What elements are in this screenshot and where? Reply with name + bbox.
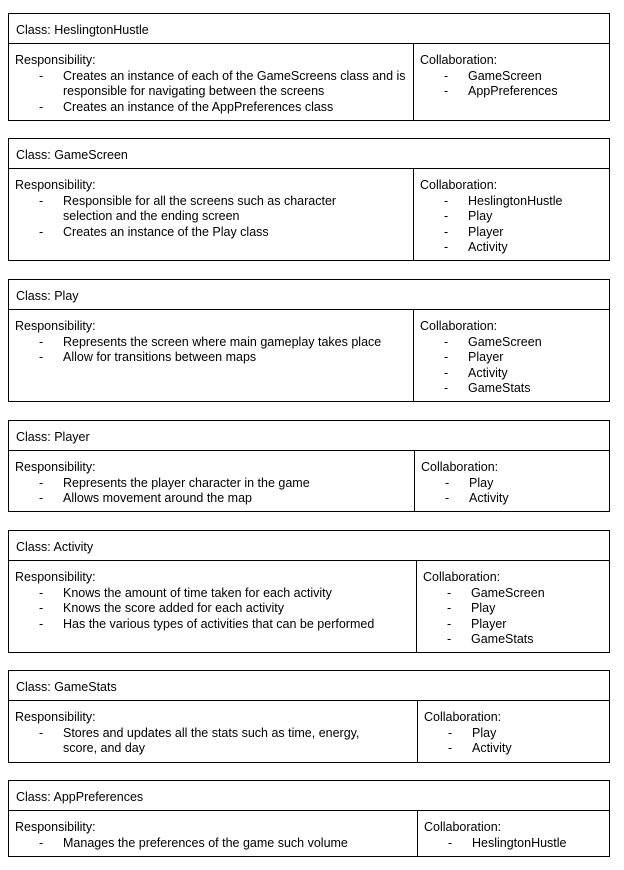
collaboration-item: - Play [423, 601, 603, 617]
card-body [9, 701, 609, 763]
responsibility-section [9, 701, 418, 763]
responsibility-item: - Allows movement around the map [15, 491, 408, 507]
crc-card-activity [8, 530, 610, 653]
collaboration-item: - GameScreen [420, 69, 603, 85]
card-body [9, 44, 609, 121]
collaboration-section [418, 811, 609, 857]
responsibility-section [9, 169, 414, 261]
collaboration-item: - GameStats [423, 632, 603, 648]
collaboration-list [420, 194, 603, 256]
collaboration-item: - Play [424, 726, 603, 742]
responsibility-list [15, 69, 407, 116]
collaboration-label: Collaboration: [421, 460, 499, 474]
responsibility-label: Responsibility: [15, 53, 96, 67]
responsibility-item: - Manages the preferences of the game such volume [15, 836, 411, 852]
collaboration-item: - Play [420, 209, 603, 225]
responsibility-item: - Represents the screen where main gameplay takes place [15, 335, 407, 351]
responsibility-list [15, 586, 410, 633]
collaboration-section [415, 451, 609, 512]
responsibility-list [15, 726, 411, 757]
collaboration-list [424, 836, 603, 852]
responsibility-label: Responsibility: [15, 710, 96, 724]
collaboration-section [417, 561, 609, 653]
collaboration-item: - Activity [420, 240, 603, 256]
card-body [9, 811, 609, 857]
collaboration-label: Collaboration: [420, 319, 498, 333]
responsibility-list [15, 335, 407, 366]
collaboration-section [414, 310, 609, 402]
collaboration-item: - GameStats [420, 381, 603, 397]
responsibility-label: Responsibility: [15, 820, 96, 834]
responsibility-list [15, 476, 408, 507]
responsibility-item: - Knows the score added for each activity [15, 601, 410, 617]
responsibility-section [9, 811, 418, 857]
collaboration-label: Collaboration: [420, 178, 498, 192]
responsibility-label: Responsibility: [15, 319, 96, 333]
responsibility-item: - Creates an instance of the AppPreferences class [15, 100, 407, 116]
collaboration-list [423, 586, 603, 648]
card-title: Class: HeslingtonHustle [9, 14, 609, 44]
responsibility-list [15, 836, 411, 852]
collaboration-item: - Player [423, 617, 603, 633]
responsibility-item: - Represents the player character in the game [15, 476, 408, 492]
collaboration-item: - Activity [424, 741, 603, 757]
collaboration-label: Collaboration: [423, 570, 501, 584]
collaboration-section [418, 701, 609, 763]
class-name: AppPreferences [53, 790, 144, 804]
collaboration-item: - Play [421, 476, 603, 492]
collaboration-label: Collaboration: [424, 710, 502, 724]
class-name: Play [54, 289, 79, 303]
collaboration-section [414, 44, 609, 121]
collaboration-item: - Player [420, 225, 603, 241]
responsibility-item: - Creates an instance of each of the GameScreens class and is responsible for navigating between the screens [15, 69, 407, 100]
collaboration-item: - AppPreferences [420, 84, 603, 100]
collaboration-item: - GameScreen [423, 586, 603, 602]
collaboration-item: - GameScreen [420, 335, 603, 351]
collaboration-list [420, 335, 603, 397]
class-name: Activity [53, 540, 94, 554]
card-title: Class: Player [9, 421, 609, 451]
responsibility-label: Responsibility: [15, 178, 96, 192]
collaboration-item: - HeslingtonHustle [424, 836, 603, 852]
card-title: Class: GameStats [9, 671, 609, 701]
responsibility-item: - Stores and updates all the stats such as time, energy, score, and day [15, 726, 411, 757]
responsibility-section [9, 310, 414, 402]
card-title: Class: AppPreferences [9, 781, 609, 811]
crc-card-heslingtonhustle [8, 13, 610, 121]
card-body [9, 169, 609, 261]
crc-card-apppreferences [8, 780, 610, 857]
card-title: Class: Activity [9, 531, 609, 561]
card-title: Class: GameScreen [9, 139, 609, 169]
card-title: Class: Play [9, 280, 609, 310]
collaboration-item: - Activity [420, 366, 603, 382]
collaboration-label: Collaboration: [420, 53, 498, 67]
responsibility-label: Responsibility: [15, 570, 96, 584]
responsibility-list [15, 194, 407, 241]
crc-card-play [8, 279, 610, 402]
class-name: GameStats [54, 680, 117, 694]
collaboration-list [421, 476, 603, 507]
card-body [9, 561, 609, 653]
responsibility-item: - Creates an instance of the Play class [15, 225, 407, 241]
class-name: HeslingtonHustle [54, 23, 149, 37]
collaboration-item: - HeslingtonHustle [420, 194, 603, 210]
responsibility-item: - Allow for transitions between maps [15, 350, 407, 366]
card-body [9, 451, 609, 512]
class-name: Player [54, 430, 90, 444]
crc-card-gamestats [8, 670, 610, 763]
responsibility-section [9, 44, 414, 121]
crc-card-player [8, 420, 610, 512]
responsibility-label: Responsibility: [15, 460, 96, 474]
responsibility-section [9, 451, 415, 512]
collaboration-list [424, 726, 603, 757]
collaboration-item: - Player [420, 350, 603, 366]
responsibility-item: - Responsible for all the screens such as character selection and the ending screen [15, 194, 407, 225]
collaboration-section [414, 169, 609, 261]
class-name: GameScreen [54, 148, 128, 162]
crc-card-gamescreen [8, 138, 610, 261]
collaboration-label: Collaboration: [424, 820, 502, 834]
collaboration-item: - Activity [421, 491, 603, 507]
responsibility-item: - Knows the amount of time taken for each activity [15, 586, 410, 602]
responsibility-section [9, 561, 417, 653]
card-body [9, 310, 609, 402]
responsibility-item: - Has the various types of activities that can be performed [15, 617, 410, 633]
collaboration-list [420, 69, 603, 100]
